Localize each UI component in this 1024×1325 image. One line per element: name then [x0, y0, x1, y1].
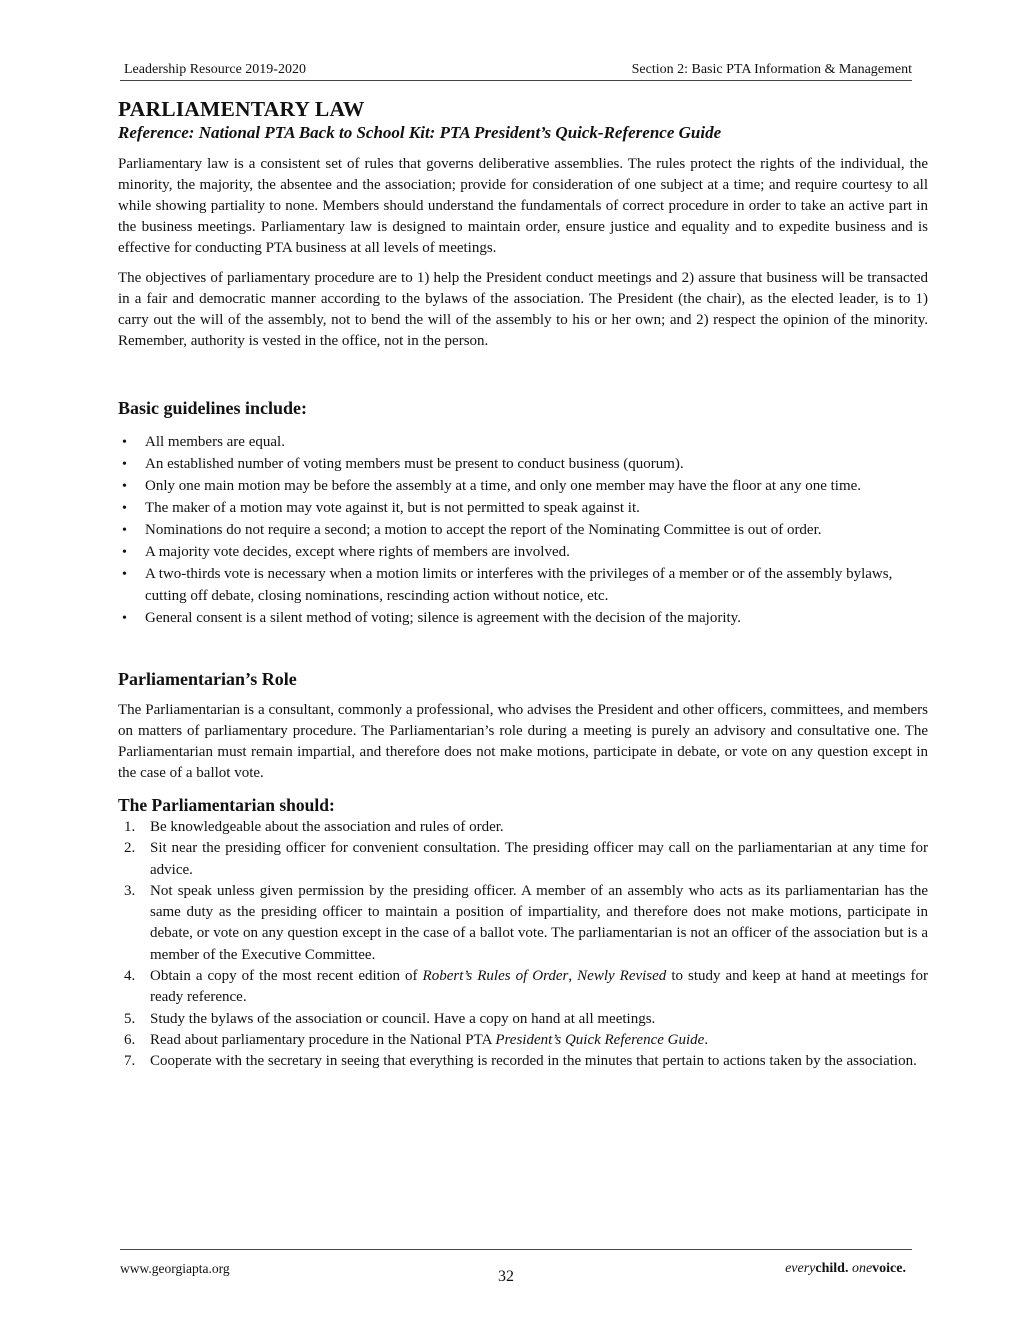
bullet-icon: •: [122, 523, 127, 538]
footer-slogan: everychild. onevoice.: [785, 1261, 906, 1276]
bullet-icon: •: [122, 567, 127, 582]
bullet-icon: •: [122, 545, 127, 560]
footer-divider: [120, 1249, 912, 1250]
list-item: • A majority vote decides, except where rights of members are involved.: [118, 542, 928, 564]
bullet-icon: •: [122, 501, 127, 516]
list-item: • Only one main motion may be before the assembly at a time, and only one member may have the floor at any one time.: [118, 476, 928, 498]
should-heading: The Parliamentarian should:: [118, 795, 335, 815]
list-item: • All members are equal.: [118, 432, 928, 454]
guidelines-list: [118, 432, 928, 629]
list-item: • A two-thirds vote is necessary when a motion limits or interferes with the privileges of a member or of the assembly bylaws, cutting off debate, closing nominations, rescinding action without notice, etc.: [122, 566, 893, 604]
list-item: 2. Sit near the presiding officer for convenient consultation. The presiding officer may call on the parliamentarian at any time for advice.: [124, 840, 928, 878]
list-item: 3. Not speak unless given permission by the presiding officer. A member of an assembly who acts as its parliamentarian has the same duty as the presiding officer to maintain a position of impartiality, and therefore does not make motions, participate in debate, or vote on any question except in the case of a ballot vote. The parliamentarian is not an officer of the association but is a member of the Executive Committee.: [124, 882, 928, 963]
header-left: Leadership Resource 2019-2020: [124, 62, 306, 77]
guidelines-heading: Basic guidelines include:: [118, 398, 308, 418]
header-right: Section 2: Basic PTA Information & Management: [631, 62, 912, 77]
page-number: 32: [498, 1268, 514, 1285]
list-item: 7. Cooperate with the secretary in seeing that everything is recorded in the minutes that pertain to actions taken by the association.: [124, 1053, 917, 1070]
list-item: • Nominations do not require a second; a motion to accept the report of the Nominating Committee is out of order.: [118, 520, 928, 542]
list-item: 6. Read about parliamentary procedure in the National PTA President’s Quick Reference Guide.: [124, 1031, 709, 1048]
list-item: • An established number of voting members must be present to conduct business (quorum).: [118, 454, 928, 476]
list-item: • General consent is a silent method of voting; silence is agreement with the decision of the majority.: [118, 608, 928, 630]
bullet-icon: •: [122, 457, 127, 472]
bullet-icon: •: [122, 435, 127, 450]
bullet-icon: •: [122, 479, 127, 494]
reference-line: Reference: National PTA Back to School Kit: PTA President’s Quick-Reference Guide: [118, 123, 722, 142]
footer-website: www.georgiapta.org: [120, 1261, 230, 1276]
page-title: PARLIAMENTARY LAW: [118, 97, 365, 121]
main-content: [118, 96, 928, 1073]
list-item: • The maker of a motion may vote against it, but is not permitted to speak against it.: [118, 498, 928, 520]
bullet-icon: •: [122, 610, 127, 626]
page-header: [120, 62, 912, 81]
role-paragraph: The Parliamentarian is a consultant, commonly a professional, who advises the President and other officers, committees, and members on matters of parliamentary procedure. The Parliamentarian’s role during a meeting is purely an advisory and consultative one. The Parliamentarian must remain impartial, and therefore does not make motions, participate in debate, or vote on any question except in the case of a ballot vote.: [118, 702, 928, 781]
should-list: [118, 817, 928, 1073]
list-item: 1. Be knowledgeable about the association and rules of order.: [124, 819, 504, 835]
list-item: 5. Study the bylaws of the association or council. Have a copy on hand at all meetings.: [124, 1010, 656, 1027]
role-heading: Parliamentarian’s Role: [118, 669, 297, 689]
list-item: 4. Obtain a copy of the most recent edition of Robert’s Rules of Order, Newly Revised to study and keep at hand at meetings for ready reference.: [124, 968, 929, 1006]
intro-paragraph-2: The objectives of parliamentary procedure are to 1) help the President conduct meetings and 2) assure that business will be transacted in a fair and democratic manner according to the bylaws of the association. The President (the chair), as the elected leader, is to 1) carry out the will of the assembly, not to bend the will of the assembly to his or her own; and 2) respect the opinion of the minority. Remember, authority is vested in the office, not in the person.: [118, 270, 928, 349]
intro-paragraph-1: Parliamentary law is a consistent set of rules that governs deliberative assemblies. The rules protect the rights of the individual, the minority, the majority, the absentee and the association; provide for consideration of one subject at a time; and require courtesy to all while showing partiality to none. Members should understand the fundamentals of correct procedure in order to take an active part in the business meetings. Parliamentary law is designed to maintain order, ensure justice and equality and to expedite business and is effective for conducting PTA business at all levels of meetings.: [118, 156, 928, 256]
